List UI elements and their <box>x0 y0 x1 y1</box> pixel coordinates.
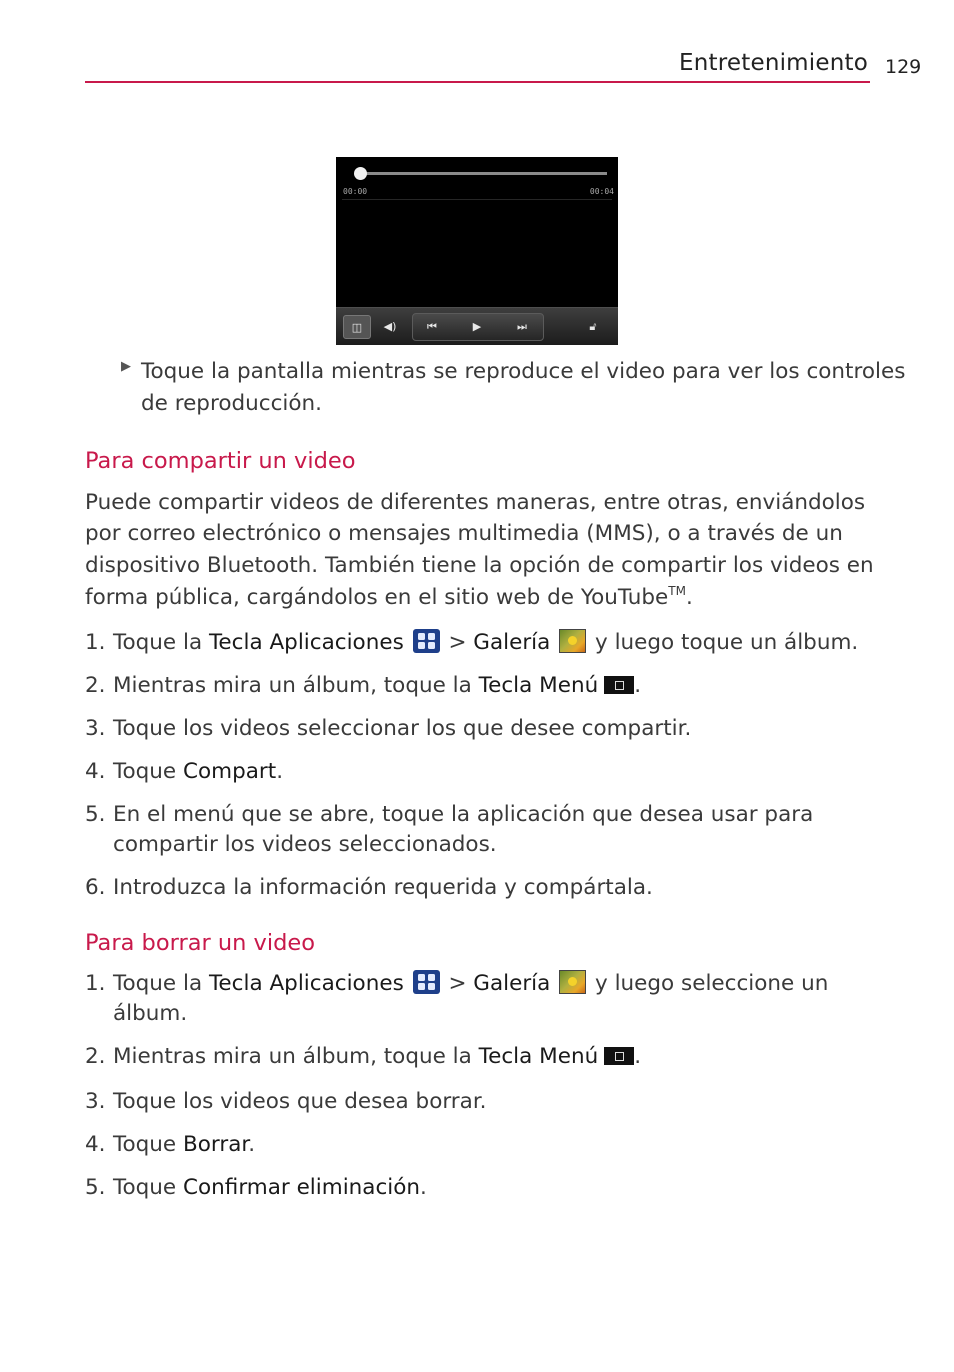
share-paragraph-line4: forma pública, cargándolos en el sitio web de YouTube™. <box>85 584 693 610</box>
share-paragraph-line2: por correo electrónico o mensajes multimedia (MMS), o a través de un <box>85 521 843 546</box>
screen-ratio-icon: ◫ <box>343 315 371 339</box>
previous-icon: ⏮ <box>427 320 437 333</box>
delete-step-number: 1. <box>85 971 106 996</box>
delete-step-number: 2. <box>85 1044 106 1069</box>
player-controls <box>336 307 618 345</box>
share-step-3: Toque los videos seleccionar los que desee compartir. <box>113 716 692 741</box>
menu-key-icon <box>604 676 634 694</box>
time-elapsed: 00:00 <box>343 187 368 196</box>
gallery-icon <box>559 629 586 653</box>
seek-knob <box>354 167 367 180</box>
page-header <box>85 48 870 83</box>
gallery-icon <box>559 970 586 994</box>
apps-grid-icon <box>413 970 440 994</box>
video-player-screenshot <box>336 157 618 345</box>
delete-step-5: Toque Confirmar eliminación. <box>113 1175 427 1200</box>
share-step-1: Toque la Tecla Aplicaciones > Galería y luego toque un álbum. <box>113 630 859 655</box>
share-step-number: 2. <box>85 673 106 698</box>
unlock-icon: 🔓︎ <box>589 320 597 333</box>
seek-bar <box>355 172 607 175</box>
player-divider <box>342 199 612 200</box>
share-step-number: 5. <box>85 802 106 827</box>
delete-step-number: 5. <box>85 1175 106 1200</box>
share-step-number: 6. <box>85 875 106 900</box>
apps-grid-icon <box>413 629 440 653</box>
next-icon: ⏭ <box>517 320 527 333</box>
delete-step-3: Toque los videos que desea borrar. <box>113 1089 487 1114</box>
share-paragraph-line1: Puede compartir videos de diferentes maneras, entre otras, enviándolos <box>85 490 866 515</box>
share-step-6: Introduzca la información requerida y compártala. <box>113 875 653 900</box>
delete-step-1-line2: álbum. <box>113 1001 188 1026</box>
share-step-5-line1: En el menú que se abre, toque la aplicación que desea usar para <box>113 802 814 827</box>
share-step-5-line2: compartir los videos seleccionados. <box>113 832 497 857</box>
share-step-number: 3. <box>85 716 106 741</box>
volume-icon: ◀) <box>383 320 397 333</box>
share-heading: Para compartir un video <box>85 448 356 474</box>
intro-bullet-line1: Toque la pantalla mientras se reproduce el video para ver los controles <box>141 359 906 384</box>
delete-step-number: 4. <box>85 1132 106 1157</box>
share-step-number: 4. <box>85 759 106 784</box>
delete-step-1-line1: Toque la Tecla Aplicaciones > Galería y luego seleccione un <box>113 971 829 996</box>
time-total: 00:04 <box>589 187 614 196</box>
share-paragraph-line3: dispositivo Bluetooth. También tiene la opción de compartir los videos en <box>85 553 874 578</box>
delete-step-4: Toque Borrar. <box>113 1132 256 1157</box>
bullet-arrow-icon: ▶ <box>121 359 131 374</box>
share-step-2: Mientras mira un álbum, toque la Tecla Menú . <box>113 673 642 698</box>
share-step-number: 1. <box>85 630 106 655</box>
share-step-4: Toque Compart. <box>113 759 284 784</box>
intro-bullet-line2: de reproducción. <box>141 391 322 416</box>
delete-heading: Para borrar un video <box>85 930 316 956</box>
delete-step-2: Mientras mira un álbum, toque la Tecla Menú . <box>113 1044 642 1069</box>
menu-key-icon <box>604 1047 634 1065</box>
page-number: 129 <box>885 56 922 78</box>
delete-step-number: 3. <box>85 1089 106 1114</box>
section-title: Entretenimiento <box>679 50 868 76</box>
play-icon: ▶ <box>472 320 482 333</box>
trademark-mark: TM <box>668 584 686 598</box>
